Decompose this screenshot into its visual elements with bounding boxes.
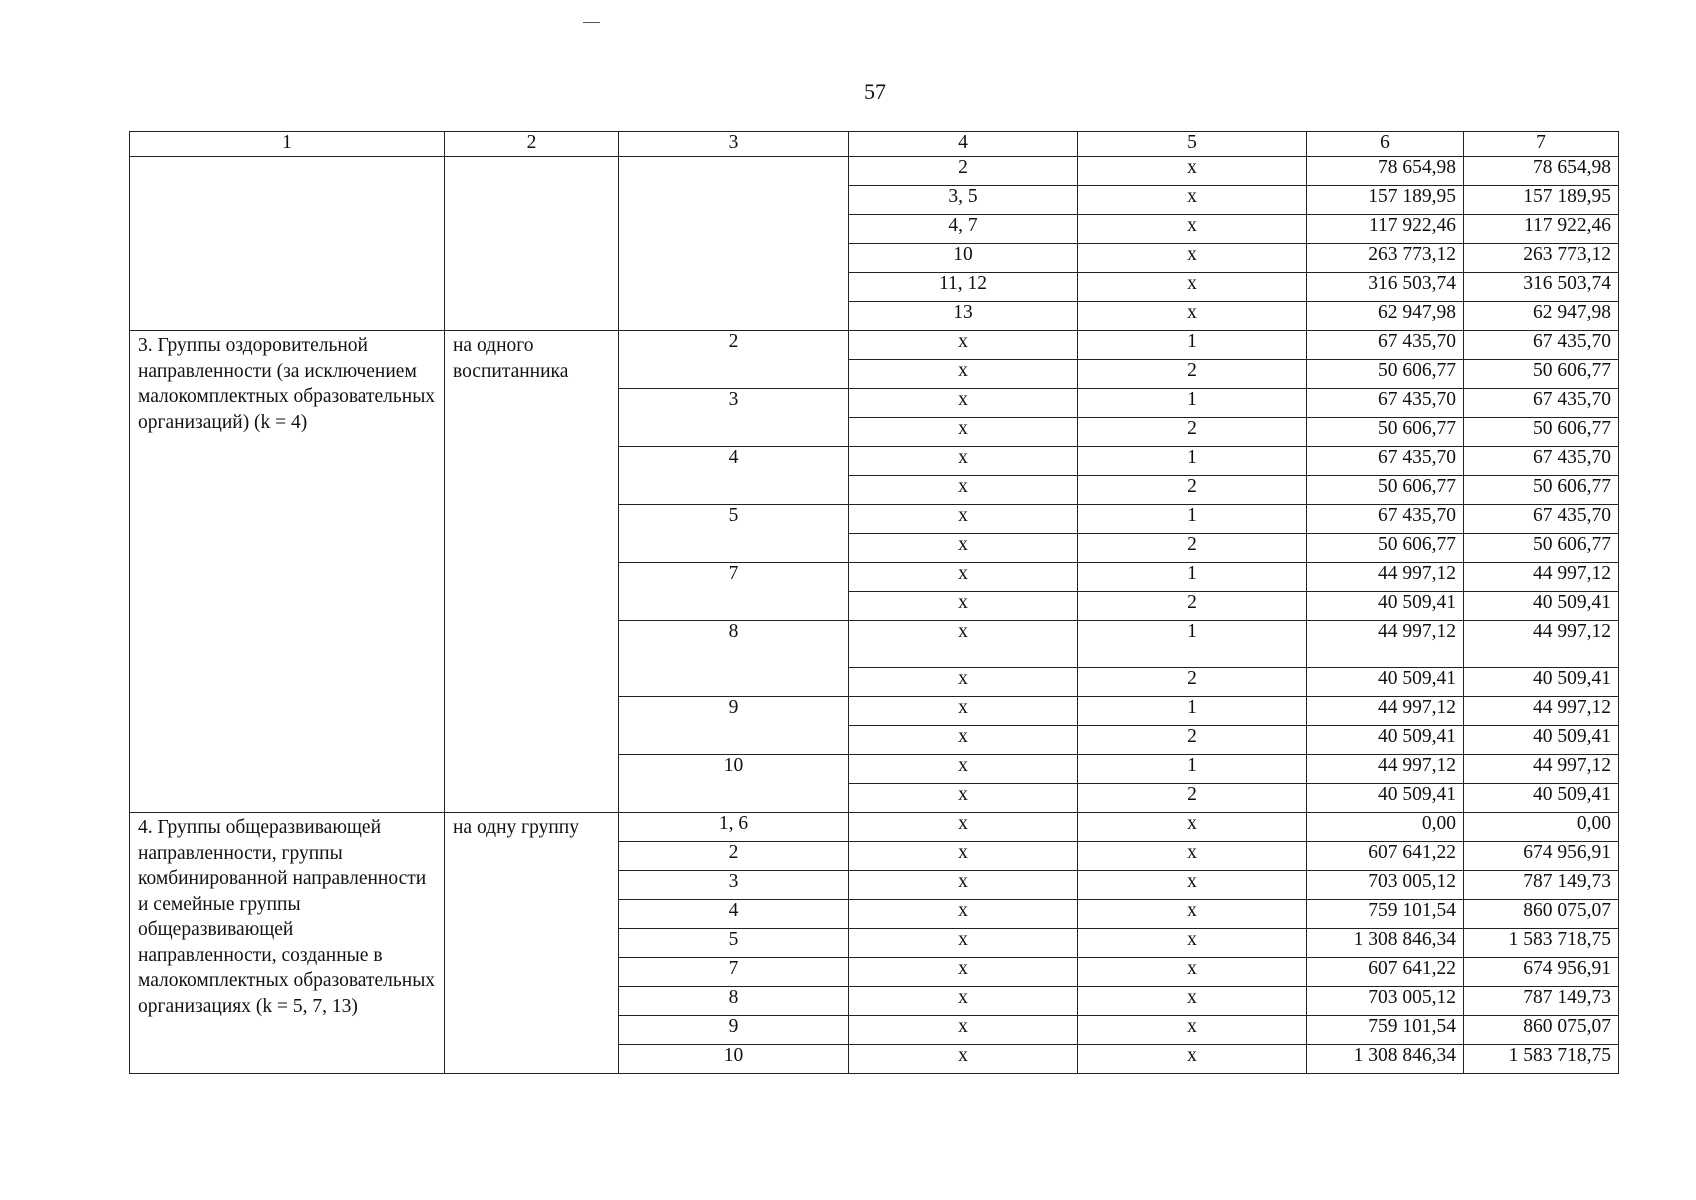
table-cell: х <box>849 1045 1078 1074</box>
column-header: 1 <box>130 132 445 157</box>
group-k-cell: 4 <box>619 447 849 505</box>
table-cell: х <box>849 929 1078 958</box>
table-cell: х <box>849 871 1078 900</box>
table-cell: х <box>849 505 1078 534</box>
table-cell: х <box>849 447 1078 476</box>
table-cell: 2 <box>1078 668 1307 697</box>
table-cell: 2 <box>1078 360 1307 389</box>
table-cell: 40 509,41 <box>1464 592 1619 621</box>
table-cell: 78 654,98 <box>1464 157 1619 186</box>
table-cell: х <box>1078 900 1307 929</box>
table-cell: 44 997,12 <box>1464 697 1619 726</box>
table-cell: 2 <box>1078 726 1307 755</box>
continuation-cell-col1 <box>130 157 445 331</box>
table-row <box>130 813 1619 842</box>
table-cell: 316 503,74 <box>1464 273 1619 302</box>
table-cell: 0,00 <box>1307 813 1464 842</box>
table-cell: 703 005,12 <box>1307 871 1464 900</box>
table-cell: х <box>849 621 1078 668</box>
table-cell: 50 606,77 <box>1307 476 1464 505</box>
table-cell: х <box>849 476 1078 505</box>
table-cell: 67 435,70 <box>1307 331 1464 360</box>
table-cell: 44 997,12 <box>1307 621 1464 668</box>
group-k-cell: 5 <box>619 505 849 563</box>
table-cell: х <box>1078 302 1307 331</box>
table-cell: 67 435,70 <box>1464 505 1619 534</box>
table-cell: 44 997,12 <box>1464 621 1619 668</box>
column-header: 6 <box>1307 132 1464 157</box>
table-cell: 50 606,77 <box>1307 534 1464 563</box>
table-cell: х <box>849 987 1078 1016</box>
table-cell: 263 773,12 <box>1464 244 1619 273</box>
table-cell: 117 922,46 <box>1464 215 1619 244</box>
group-k-cell: 8 <box>619 621 849 697</box>
group-k-cell: 7 <box>619 563 849 621</box>
table-cell: 50 606,77 <box>1464 360 1619 389</box>
table-cell: 40 509,41 <box>1464 668 1619 697</box>
table-cell: 674 956,91 <box>1464 842 1619 871</box>
table-cell: х <box>849 726 1078 755</box>
table-cell: 50 606,77 <box>1464 476 1619 505</box>
table-cell: 1 <box>1078 563 1307 592</box>
column-header: 4 <box>849 132 1078 157</box>
table-cell: 157 189,95 <box>1464 186 1619 215</box>
table-cell: 7 <box>619 958 849 987</box>
column-header: 5 <box>1078 132 1307 157</box>
table-cell: 2 <box>1078 784 1307 813</box>
table-cell: х <box>1078 273 1307 302</box>
table-cell: 703 005,12 <box>1307 987 1464 1016</box>
header-row <box>130 132 1619 157</box>
table-cell: х <box>849 697 1078 726</box>
table-cell: 40 509,41 <box>1464 726 1619 755</box>
table-cell: 1, 6 <box>619 813 849 842</box>
table-cell: х <box>1078 157 1307 186</box>
table-cell: 50 606,77 <box>1307 418 1464 447</box>
table-cell: 50 606,77 <box>1464 418 1619 447</box>
table-cell: х <box>849 958 1078 987</box>
table-cell: 8 <box>619 987 849 1016</box>
table-cell: 1 583 718,75 <box>1464 929 1619 958</box>
table-cell: 1 583 718,75 <box>1464 1045 1619 1074</box>
table-cell: 1 <box>1078 755 1307 784</box>
table-cell: 50 606,77 <box>1307 360 1464 389</box>
table-cell: 44 997,12 <box>1307 755 1464 784</box>
table-cell: 2 <box>619 842 849 871</box>
table-cell: 1 308 846,34 <box>1307 1045 1464 1074</box>
table-cell: 759 101,54 <box>1307 1016 1464 1045</box>
table-cell: 860 075,07 <box>1464 900 1619 929</box>
table-cell: х <box>849 1016 1078 1045</box>
table-cell: х <box>849 668 1078 697</box>
table-cell: 2 <box>1078 418 1307 447</box>
table-cell: 10 <box>619 1045 849 1074</box>
table-cell: 78 654,98 <box>1307 157 1464 186</box>
column-header: 2 <box>445 132 619 157</box>
table-cell: х <box>1078 1045 1307 1074</box>
table-cell: 67 435,70 <box>1464 389 1619 418</box>
table-cell: 263 773,12 <box>1307 244 1464 273</box>
tariff-table <box>129 131 1619 1074</box>
table-cell: х <box>849 360 1078 389</box>
continuation-cell-col2 <box>445 157 619 331</box>
table-cell: х <box>1078 871 1307 900</box>
table-cell: 10 <box>849 244 1078 273</box>
table-cell: х <box>849 592 1078 621</box>
table-cell: 4, 7 <box>849 215 1078 244</box>
table-cell: 67 435,70 <box>1307 389 1464 418</box>
table-cell: х <box>1078 186 1307 215</box>
table-cell: 4 <box>619 900 849 929</box>
table-cell: 44 997,12 <box>1464 563 1619 592</box>
table-cell: х <box>1078 1016 1307 1045</box>
table-cell: 2 <box>1078 476 1307 505</box>
table-cell: 40 509,41 <box>1307 668 1464 697</box>
table-cell: 50 606,77 <box>1464 534 1619 563</box>
table-cell: 62 947,98 <box>1307 302 1464 331</box>
table-cell: х <box>849 418 1078 447</box>
table-cell: 44 997,12 <box>1464 755 1619 784</box>
section4-unit: на одну группу <box>445 813 619 1074</box>
table-cell: 13 <box>849 302 1078 331</box>
table-cell: х <box>849 784 1078 813</box>
column-header: 3 <box>619 132 849 157</box>
header-dash <box>583 22 600 23</box>
table-cell: 3 <box>619 871 849 900</box>
table-cell: 44 997,12 <box>1307 697 1464 726</box>
table-cell: х <box>849 755 1078 784</box>
table-cell: х <box>849 534 1078 563</box>
table-cell: 9 <box>619 1016 849 1045</box>
table-cell: х <box>1078 842 1307 871</box>
table-cell: 787 149,73 <box>1464 987 1619 1016</box>
table-cell: 67 435,70 <box>1464 331 1619 360</box>
group-k-cell: 2 <box>619 331 849 389</box>
table-cell: 1 308 846,34 <box>1307 929 1464 958</box>
table-cell: 787 149,73 <box>1464 871 1619 900</box>
column-header: 7 <box>1464 132 1619 157</box>
table-cell: 5 <box>619 929 849 958</box>
section3-title: 3. Группы оздоровительной направленности (за исключением малокомплектных образовательных организаций) (k = 4) <box>130 331 445 813</box>
table-cell: х <box>1078 215 1307 244</box>
table-row <box>130 157 1619 186</box>
table-cell: 62 947,98 <box>1464 302 1619 331</box>
table-cell: х <box>849 813 1078 842</box>
table-cell: 1 <box>1078 697 1307 726</box>
table-cell: 2 <box>1078 592 1307 621</box>
table-cell: 674 956,91 <box>1464 958 1619 987</box>
table-cell: 1 <box>1078 447 1307 476</box>
table-cell: 0,00 <box>1464 813 1619 842</box>
table-cell: х <box>849 900 1078 929</box>
table-cell: 11, 12 <box>849 273 1078 302</box>
table-cell: х <box>849 331 1078 360</box>
table-cell: 67 435,70 <box>1307 505 1464 534</box>
table-cell: х <box>849 842 1078 871</box>
table-cell: х <box>1078 929 1307 958</box>
table-cell: х <box>1078 958 1307 987</box>
table-cell: 607 641,22 <box>1307 842 1464 871</box>
table-cell: 157 189,95 <box>1307 186 1464 215</box>
table-cell: 44 997,12 <box>1307 563 1464 592</box>
table-cell: 67 435,70 <box>1464 447 1619 476</box>
table-cell: 40 509,41 <box>1464 784 1619 813</box>
table-row <box>130 331 1619 360</box>
table-cell: 67 435,70 <box>1307 447 1464 476</box>
table-cell: 1 <box>1078 331 1307 360</box>
table-cell: 40 509,41 <box>1307 592 1464 621</box>
section4-title: 4. Группы общеразвивающей направленности, группы комбинированной направленности и семейные группы общеразвивающей направленности, созданные в малокомплектных образовательных организациях (k = 5, 7, 13) <box>130 813 445 1074</box>
table-cell: 1 <box>1078 505 1307 534</box>
table-cell: х <box>1078 987 1307 1016</box>
table-cell: 3, 5 <box>849 186 1078 215</box>
continuation-cell-col3 <box>619 157 849 331</box>
table-cell: х <box>1078 813 1307 842</box>
table-cell: х <box>1078 244 1307 273</box>
table-cell: 759 101,54 <box>1307 900 1464 929</box>
group-k-cell: 3 <box>619 389 849 447</box>
table-cell: 2 <box>849 157 1078 186</box>
section3-unit: на одного воспитанника <box>445 331 619 813</box>
group-k-cell: 9 <box>619 697 849 755</box>
table-cell: 40 509,41 <box>1307 726 1464 755</box>
table-cell: 1 <box>1078 621 1307 668</box>
group-k-cell: 10 <box>619 755 849 813</box>
table-cell: 1 <box>1078 389 1307 418</box>
table-cell: 316 503,74 <box>1307 273 1464 302</box>
table-cell: х <box>849 563 1078 592</box>
table-cell: 117 922,46 <box>1307 215 1464 244</box>
table-cell: 607 641,22 <box>1307 958 1464 987</box>
page-number: 57 <box>864 79 886 104</box>
table-cell: 40 509,41 <box>1307 784 1464 813</box>
table-cell: х <box>849 389 1078 418</box>
table-cell: 860 075,07 <box>1464 1016 1619 1045</box>
table-cell: 2 <box>1078 534 1307 563</box>
